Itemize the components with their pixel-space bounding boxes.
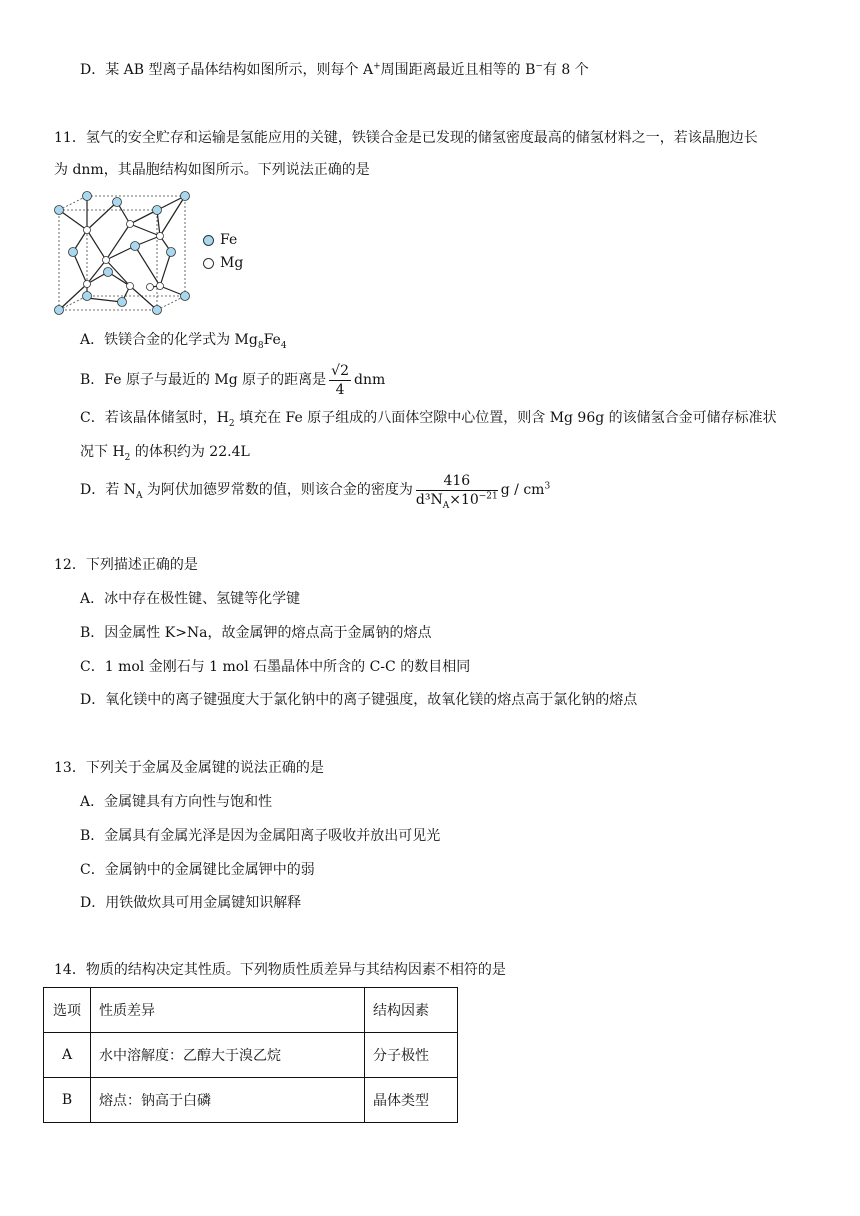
legend-mg: Mg bbox=[203, 255, 243, 271]
q11-option-d: D．若 $N_A$ 为阿伏加德罗常数的值，则该合金的密度为 $\frac{416}{d^3N_A\times 10^{-21}}$ g / $cm^3$ bbox=[80, 472, 551, 511]
q13-option-a: A．金属键具有方向性与饱和性 bbox=[80, 794, 273, 810]
q11-stem-line2: 为 dnm，其晶胞结构如图所示。下列说法正确的是 bbox=[54, 162, 370, 178]
table-row bbox=[44, 1078, 458, 1123]
q13-option-d: D．用铁做炊具可用金属键知识解释 bbox=[80, 895, 302, 911]
table-cell: A bbox=[44, 1033, 91, 1078]
header-cell: 性质差异 bbox=[91, 988, 365, 1033]
q11-option-b: B．Fe 原子与最近的 Mg 原子的距离是 $\frac{√2}{4}$ dnm bbox=[80, 362, 386, 398]
q12-option-a: A．冰中存在极性键、氢键等化学键 bbox=[80, 591, 301, 607]
table-header-row bbox=[44, 988, 458, 1033]
fe-dot-icon bbox=[203, 235, 214, 246]
q12-option-c: C．1 mol 金刚石与 1 mol 石墨晶体中所含的 C-C 的数目相同 bbox=[80, 659, 471, 675]
header-cell: 结构因素 bbox=[365, 988, 458, 1033]
q11-stem-line1: 11．氢气的安全贮存和运输是氢能应用的关键，铁镁合金是已发现的储氢密度最高的储氢材料之一，若该晶胞边长 bbox=[54, 130, 758, 146]
q13-stem: 13．下列关于金属及金属键的说法正确的是 bbox=[54, 760, 324, 776]
q14-table bbox=[43, 987, 458, 1123]
table-cell: 分子极性 bbox=[365, 1033, 458, 1078]
header-cell: 选项 bbox=[44, 988, 91, 1033]
q12-option-b: B．因金属性 K>Na，故金属钾的熔点高于金属钠的熔点 bbox=[80, 625, 432, 641]
table-cell: 熔点：钠高于白磷 bbox=[91, 1078, 365, 1123]
q11-option-a: A．铁镁合金的化学式为 $Mg_8Fe_4$ bbox=[80, 332, 287, 351]
density-fraction: $\frac{416}{d^3N_A\times 10^{-21}}$ bbox=[415, 472, 498, 511]
mg-dot-icon bbox=[203, 258, 214, 269]
q13-option-c: C．金属钠中的金属键比金属钾中的弱 bbox=[80, 862, 315, 878]
q12-stem: 12．下列描述正确的是 bbox=[54, 557, 198, 573]
q12-option-d: D．氧化镁中的离子键强度大于氯化钠中的离子键强度，故氧化镁的熔点高于氯化钠的熔点 bbox=[80, 692, 638, 708]
q10-option-d: D．某 AB 型离子晶体结构如图所示，则每个 A+周围距离最近且相等的 B−有 8 个 bbox=[80, 61, 589, 78]
crystal-structure-diagram bbox=[50, 188, 200, 318]
q14-stem: 14．物质的结构决定其性质。下列物质性质差异与其结构因素不相符的是 bbox=[54, 962, 506, 978]
table-cell: B bbox=[44, 1078, 91, 1123]
table-cell: 晶体类型 bbox=[365, 1078, 458, 1123]
table-cell: 水中溶解度：乙醇大于溴乙烷 bbox=[91, 1033, 365, 1078]
q13-option-b: B．金属具有金属光泽是因为金属阳离子吸收并放出可见光 bbox=[80, 828, 441, 844]
fraction: $\frac{√2}{4}$ bbox=[331, 362, 349, 398]
q11-option-c-line2: 况下 $H_2$ 的体积约为 22.4L bbox=[80, 444, 250, 463]
legend-fe: Fe bbox=[203, 232, 237, 248]
q11-option-c-line1: C．若该晶体储氢时，$H_2$ 填充在 Fe 原子组成的八面体空隙中心位置，则含 Mg 96g 的该储氢合金可储存标准状 bbox=[80, 410, 777, 429]
table-row bbox=[44, 1033, 458, 1078]
